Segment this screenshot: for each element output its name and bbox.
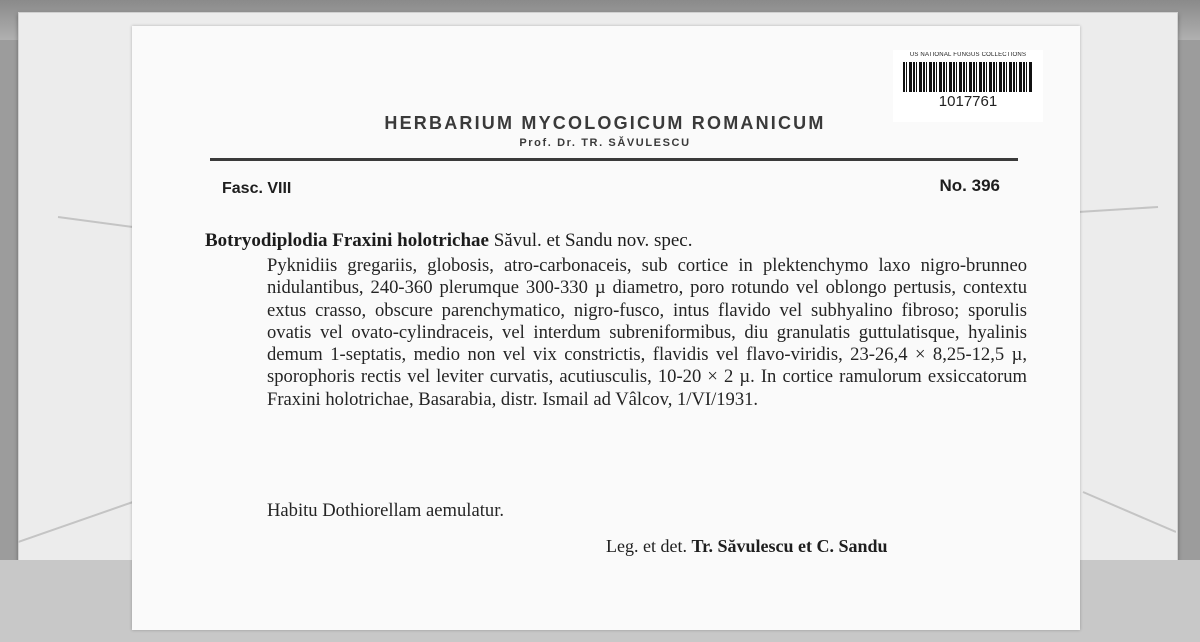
header-divider [210,158,1018,161]
specimen-number: No. 396 [939,176,1000,195]
barcode-number: 1017761 [938,93,998,110]
species-heading [205,230,1005,252]
collector-prefix: Leg. et det. [606,536,687,556]
barcode-caption: US NATIONAL FUNGUS COLLECTIONS [909,52,1027,58]
collector-names: Tr. Săvulescu et C. Sandu [691,536,888,556]
herbarium-title: HERBARIUM MYCOLOGICUM ROMANICUM [384,113,826,133]
herbarium-subtitle: Prof. Dr. TR. SĂVULESCU [519,137,691,149]
fascicle-label: Fasc. VIII [222,180,292,197]
habit-note: Habitu Dothiorellam aemulatur. [267,500,505,521]
collector-line [606,536,888,557]
species-name: Botryodiplodia Fraxini holotrichae [205,230,489,251]
barcode-label [893,50,1043,122]
species-description: Pyknidiis gregariis, globosis, atro-carbonaceis, sub cortice in plektenchymo laxo nigro-brunneo nidulantibus, 240-360 plerumque 300-330 µ diametro, poro rotundo vel oblongo pertusis, contextu extus crasso, obscure parenchymatico, nigro-fusco, intus flavido vel subhyalino fibroso; sporulis ovatis vel ovato-cylindraceis, vel interdum subreniformibus, diu granulatis guttulatisque, hyalinis demum 1-septatis, medio non vel vix constrictis, flavidis vel flavo-viridis, 23-26,4 × 8,25-12,5 µ, sporophoris rectis vel leviter curvatis, acutiusculis, 10-20 × 2 µ. In cortice ramulorum exsiccatorum Fraxini holotrichae, Basarabia, distr. Ismail ad Vâlcov, 1/VI/1931. [267,255,1027,410]
species-authority: Săvul. et Sandu nov. spec. [493,230,693,251]
barcode-icon [903,62,1033,92]
